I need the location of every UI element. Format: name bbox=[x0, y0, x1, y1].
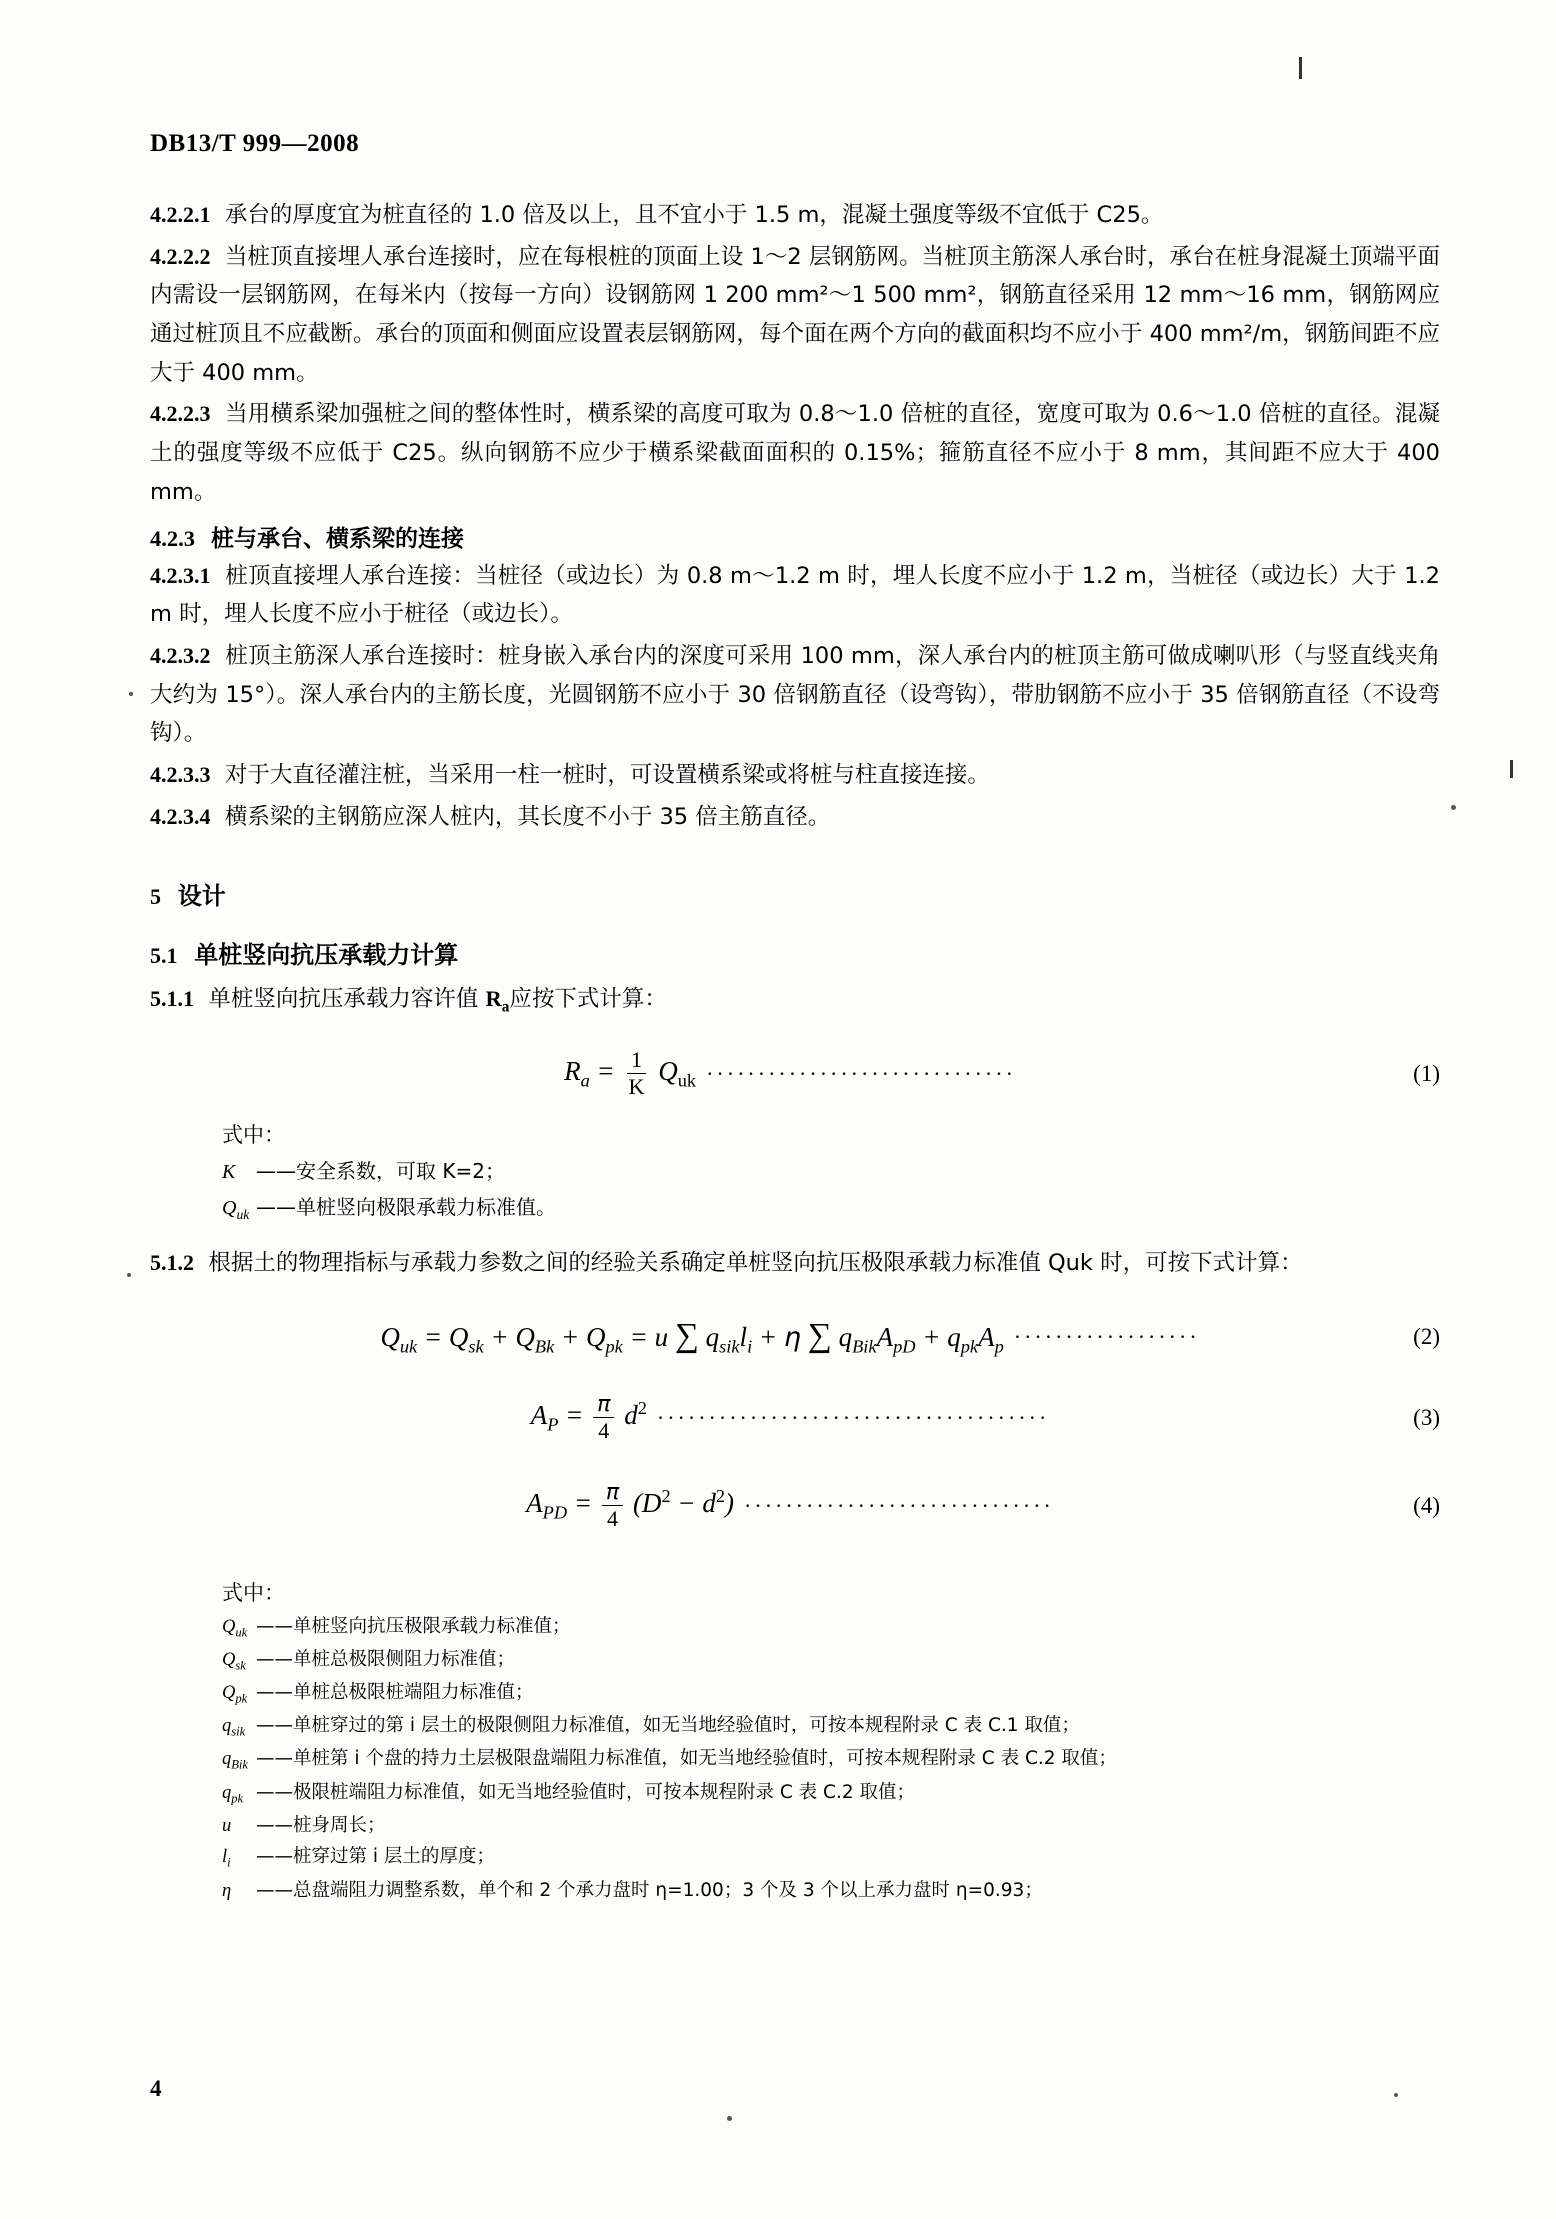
section-heading-5-1 bbox=[150, 935, 1440, 970]
section-heading-4-2-3 bbox=[150, 520, 1440, 553]
formula-1-expression: $R_a$ = $\frac{1}{K}$ $Q_{uk}$ bbox=[564, 1047, 697, 1100]
clause-text-after: 应按下式计算： bbox=[509, 986, 667, 1013]
scan-speck bbox=[727, 2116, 732, 2121]
definition-symbol: $q_{Bik}$ bbox=[222, 1749, 249, 1773]
definition-list-1 bbox=[222, 1155, 1440, 1226]
scan-speck bbox=[1451, 805, 1456, 810]
formula-1-number: (1) bbox=[1413, 1060, 1440, 1086]
definition-text: ——桩穿过第 i 层土的厚度； bbox=[256, 1846, 495, 1868]
symbol-Ra: $R_a$ bbox=[485, 986, 510, 1016]
formula-2 bbox=[150, 1317, 1440, 1357]
scan-artifact bbox=[1299, 57, 1302, 79]
clause-text: 根据土的物理指标与承载力参数之间的经验关系确定单桩竖向抗压极限承载力标准值 Quk 时，可按下式计算： bbox=[208, 1250, 1303, 1277]
definition-text: ——桩身周长； bbox=[256, 1814, 386, 1836]
clause-5-1-2 bbox=[150, 1244, 1440, 1283]
formula-4-number: (4) bbox=[1413, 1492, 1440, 1518]
definition-symbol: η bbox=[222, 1880, 232, 1901]
definition-item bbox=[222, 1646, 1440, 1676]
clause-number: 4.2.2.1 bbox=[150, 202, 211, 227]
clause-text: 承台的厚度宜为桩直径的 1.0 倍及以上，且不宜小于 1.5 m，混凝土强度等级不宜低于 C25。 bbox=[224, 202, 1164, 228]
where-label-1: 式中： bbox=[222, 1122, 285, 1147]
clause-text-before: 单桩竖向抗压承载力容许值 bbox=[208, 986, 479, 1013]
definition-text: ——单桩总极限侧阻力标准值； bbox=[256, 1648, 516, 1670]
formula-1 bbox=[150, 1047, 1440, 1101]
definition-text: ——单桩竖向抗压极限承载力标准值； bbox=[256, 1615, 571, 1637]
definition-text: ——单桩穿过的第 i 层土的极限侧阻力标准值，如无当地经验值时，可按本规程附录 C 表 C.1 取值； bbox=[256, 1715, 1080, 1737]
section-title: 设计 bbox=[177, 882, 226, 911]
definition-symbol: $Q_{uk}$ bbox=[222, 1616, 248, 1640]
clause-number: 4.2.2.2 bbox=[150, 243, 211, 269]
leader-dots: ······························ bbox=[706, 1060, 1016, 1086]
section-title: 单桩竖向抗压承载力计算 bbox=[194, 941, 459, 970]
definition-symbol: $q_{sik}$ bbox=[222, 1716, 246, 1739]
definition-item bbox=[222, 1191, 1440, 1226]
definition-item bbox=[222, 1779, 1440, 1809]
definition-item bbox=[222, 1155, 1440, 1188]
page-number: 4 bbox=[150, 2076, 162, 2101]
clause-4-2-2-3 bbox=[150, 395, 1440, 511]
clause-4-2-2-1 bbox=[150, 196, 1440, 235]
clause-text: 当用横系梁加强桩之间的整体性时，横系梁的高度可取为 0.8～1.0 倍桩的直径，宽度可取为 0.6～1.0 倍桩的直径。混凝土的强度等级不应低于 C25。纵向钢筋不应少于横系梁截面面积的 0.15%；箍筋直径不应小于 8 mm，其间距不应大于 400 mm。 bbox=[150, 401, 1440, 505]
definition-text: ——单桩竖向极限承载力标准值。 bbox=[256, 1195, 556, 1220]
scan-speck bbox=[127, 1273, 131, 1277]
fraction-one-over-k: $\frac{1}{K}$ bbox=[628, 1047, 645, 1100]
definition-symbol: $Q_{pk}$ bbox=[222, 1683, 248, 1706]
definition-list-2 bbox=[222, 1613, 1440, 1906]
definition-item bbox=[222, 1843, 1440, 1873]
definition-item bbox=[222, 1745, 1440, 1775]
definition-symbol: K bbox=[222, 1160, 236, 1183]
formula-4-expression: $A_{PD}$ = $\frac{\pi}{4}$ $(D^2 - d^2)$ bbox=[526, 1478, 735, 1532]
definition-item bbox=[222, 1679, 1440, 1709]
clause-4-2-3-3 bbox=[150, 756, 1440, 795]
definition-symbol: $l_i$ bbox=[222, 1847, 231, 1871]
page-content bbox=[150, 130, 1440, 1908]
formula-4 bbox=[150, 1479, 1440, 1533]
definition-text: ——单桩总极限桩端阻力标准值； bbox=[256, 1682, 534, 1703]
document-header: DB13/T 999—2008 bbox=[150, 130, 360, 157]
clause-number: 5.1.1 bbox=[150, 986, 194, 1012]
formula-3-expression: $A_P$ = $\frac{\pi}{4}$ $d^2$ bbox=[530, 1391, 647, 1444]
definition-item bbox=[222, 1877, 1440, 1906]
definition-item bbox=[222, 1812, 1440, 1841]
formula-2-number: (2) bbox=[1413, 1324, 1440, 1350]
definition-symbol: $Q_{uk}$ bbox=[222, 1197, 250, 1223]
definition-symbol: $q_{pk}$ bbox=[222, 1782, 244, 1806]
clause-4-2-3-1 bbox=[150, 557, 1440, 634]
clause-number: 4.2.2.3 bbox=[150, 401, 211, 427]
clause-text: 当桩顶直接埋人承台连接时，应在每根桩的顶面上设 1～2 层钢筋网。当桩顶主筋深人承台时，承台在桩身混凝土顶端平面内需设一层钢筋网，在每米内（按每一方向）设钢筋网 1 200 mm²～1 500 mm²，钢筋直径采用 12 mm～16 mm，钢筋网应通过桩顶且不应截断。承台的顶面和侧面应设置表层钢筋网，每个面在两个方向的截面积均不应小于 400 mm²/m，钢筋间距不应大于 400 mm。 bbox=[150, 243, 1440, 386]
scan-artifact bbox=[1510, 760, 1513, 778]
clause-4-2-3-4 bbox=[150, 798, 1440, 837]
definition-item bbox=[222, 1613, 1440, 1643]
scan-speck bbox=[1394, 2093, 1398, 2097]
scan-speck bbox=[129, 692, 133, 696]
leader-dots: ······························ bbox=[744, 1492, 1054, 1518]
definition-symbol: $Q_{sk}$ bbox=[222, 1649, 246, 1673]
clause-number: 5.1.2 bbox=[150, 1250, 194, 1276]
clause-text: 横系梁的主钢筋应深人桩内，其长度不小于 35 倍主筋直径。 bbox=[224, 803, 831, 830]
clause-number: 4.2.3.3 bbox=[150, 761, 211, 787]
clause-number: 4.2.3.4 bbox=[150, 803, 211, 829]
clause-number: 4.2.3.2 bbox=[150, 642, 211, 668]
definition-symbol: u bbox=[222, 1815, 232, 1836]
section-number: 5.1 bbox=[150, 943, 178, 969]
formula-3 bbox=[150, 1391, 1440, 1445]
where-label-2: 式中： bbox=[222, 1580, 285, 1605]
definition-text: ——单桩第 i 个盘的持力土层极限盘端阻力标准值，如无当地经验值时，可按本规程附录 C 表 C.2 取值； bbox=[256, 1748, 1117, 1770]
section-heading-5 bbox=[150, 876, 1440, 911]
clause-text: 桩顶主筋深人承台连接时：桩身嵌入承台内的深度可采用 100 mm，深人承台内的桩顶主筋可做成喇叭形（与竖直线夹角大约为 15°）。深人承台内的主筋长度，光圆钢筋不应小于 30 倍钢筋直径（设弯钩），带肋钢筋不应小于 35 倍钢筋直径（不设弯钩）。 bbox=[150, 642, 1440, 747]
fraction-pi-over-4: $\frac{\pi}{4}$ bbox=[593, 1391, 614, 1445]
section-number: 4.2.3 bbox=[150, 525, 195, 551]
leader-dots: ·················· bbox=[1013, 1324, 1200, 1350]
clause-text: 对于大直径灌注桩，当采用一柱一桩时，可设置横系梁或将桩与柱直接连接。 bbox=[224, 761, 990, 788]
clause-5-1-1 bbox=[150, 980, 1440, 1021]
formula-2-expression: $Q_{uk} = Q_{sk} + Q_{Bk} + Q_{pk} = u$ ∑ $q_{sik}l_i + \eta$ ∑ $q_{Bik}A_{pD} + q_{pk}A_p$ bbox=[380, 1316, 1004, 1357]
definition-text: ——总盘端阻力调整系数，单个和 2 个承力盘时 η=1.00；3 个及 3 个以上承力盘时 η=0.93； bbox=[256, 1879, 1043, 1901]
section-number: 5 bbox=[150, 884, 161, 910]
leader-dots: ······································ bbox=[656, 1405, 1050, 1431]
formula-3-number: (3) bbox=[1413, 1405, 1440, 1431]
definition-item bbox=[222, 1712, 1440, 1742]
fraction-pi-over-4: $\frac{\pi}{4}$ bbox=[602, 1479, 623, 1533]
clause-text: 桩顶直接埋人承台连接：当桩径（或边长）为 0.8 m～1.2 m 时，埋人长度不应小于 1.2 m，当桩径（或边长）大于 1.2 m 时，埋人长度不应小于桩径（或边长）。 bbox=[150, 562, 1440, 628]
section-title: 桩与承台、横系梁的连接 bbox=[211, 525, 465, 552]
clause-4-2-2-2 bbox=[150, 238, 1440, 393]
definition-text: ——安全系数，可取 K=2； bbox=[256, 1158, 505, 1183]
clause-number: 4.2.3.1 bbox=[150, 562, 211, 588]
definition-text: ——极限桩端阻力标准值，如无当地经验值时，可按本规程附录 C 表 C.2 取值； bbox=[256, 1781, 916, 1803]
clause-4-2-3-2 bbox=[150, 637, 1440, 753]
